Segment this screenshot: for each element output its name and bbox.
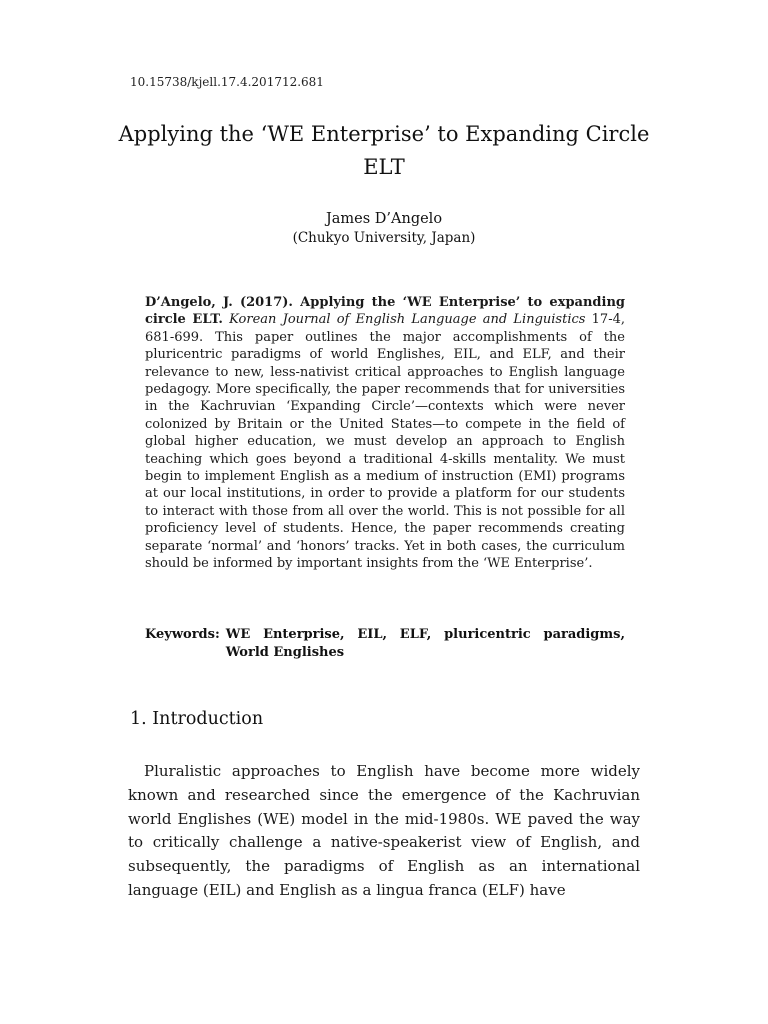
author-name: James D’Angelo — [325, 211, 443, 227]
keywords-label: Keywords: — [145, 627, 220, 642]
abstract-citation: D’Angelo, J. (2017). Applying the ‘WE Enterprise’ to expanding circle ELT. — [145, 295, 625, 328]
paper-title: Applying the ‘WE Enterprise’ to Expanding Circle ELT — [118, 122, 650, 179]
abstract — [145, 294, 625, 573]
body-paragraph: Pluralistic approaches to English have become more widely known and researched since the emergence of the Kachruvian world Englishes (WE) model in the mid-1980s. WE paved the way to critically challenge a native-speakerist view of English, and subsequently, the paradigms of English as an international language (EIL) and English as a lingua franca (ELF) have — [128, 762, 640, 899]
doi-identifier: 10.15738/kjell.17.4.201712.681 — [130, 75, 324, 89]
journal-name: Korean Journal of English Language and Linguistics — [229, 312, 586, 328]
keywords — [145, 626, 625, 662]
author-block — [130, 209, 638, 247]
abstract-text: 17-4, 681-699. This paper outlines the major accomplishments of the pluricentric paradigms of world Englishes, EIL, and ELF, and their relevance to new, less-nativist critical approaches to English language pedagogy. More specifically, the paper recommends that for universities in the Kachruvian ‘Expanding Circle’—contexts which were never colonized by Britain or the United States—to compete in the field of global higher education, we must develop an approach to English teaching which goes beyond a traditional 4-skills mentality. We must begin to implement English as a medium of instruction (EMI) programs at our local institutions, in order to provide a platform for our students to interact with those from all over the world. This is not possible for all proficiency level of students. Hence, the paper recommends creating separate ‘normal’ and ‘honors’ tracks. Yet in both cases, the curriculum should be informed by important insights from the ‘WE Enterprise’. — [145, 312, 625, 572]
section-heading: 1. Introduction — [130, 709, 264, 729]
keywords-values: WE Enterprise, EIL, ELF, pluricentric paradigms, World Englishes — [225, 627, 625, 660]
author-affiliation: (Chukyo University, Japan) — [292, 230, 476, 246]
